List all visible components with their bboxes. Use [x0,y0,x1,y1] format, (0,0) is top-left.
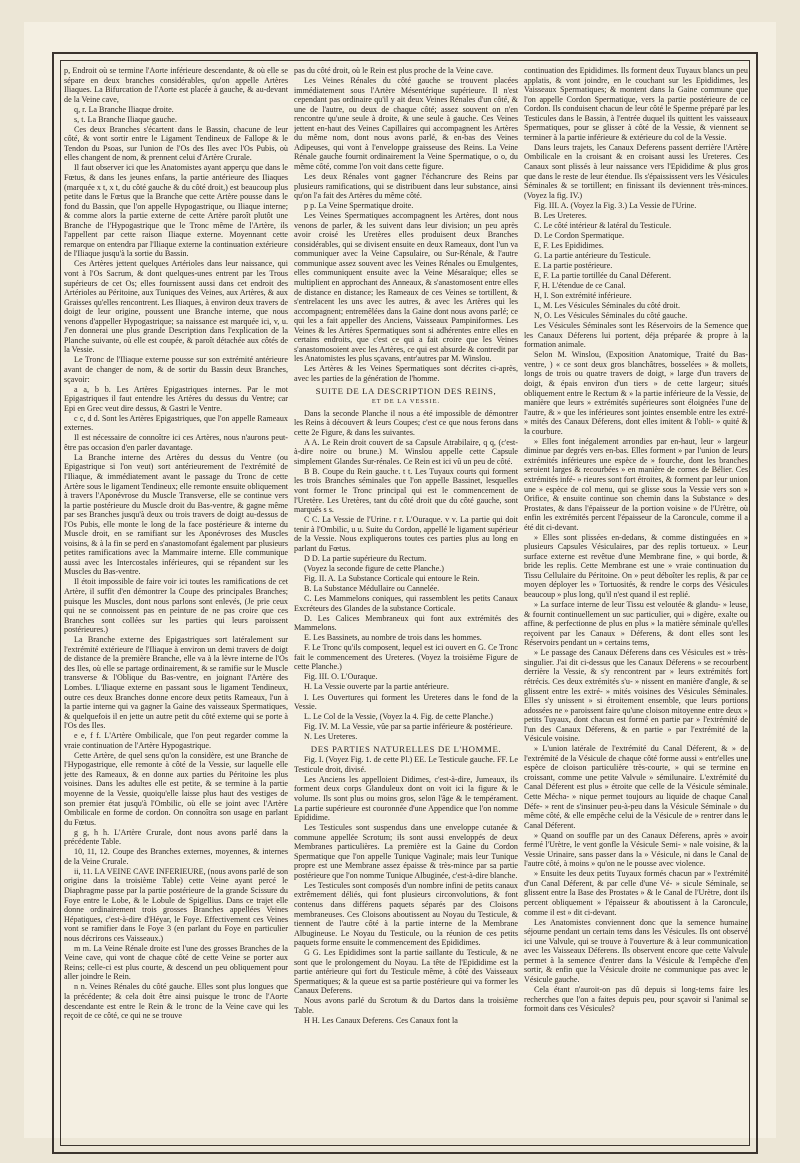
paragraph: Ces deux Branches s'écartent dans le Bassin, chacune de leur côté, & vont sortir entre le Ligament Tendineux de Fallope & le Tendon du Psoas, sur l'union de l'Os des Iles avec l'Os Pubis, où elles changent de nom, & prennent celui d'Artère Crurale. [64,124,288,163]
paragraph: Dans la seconde Planche il nous a été impossible de démontrer les Reins à découvert & leurs Coupes; c'est ce que nous ferons dans cette 2e Figure, & dans les suivantes. [294,408,518,437]
paragraph: H H. Les Canaux Deferens. Ces Canaux font la [304,1016,458,1026]
figure-legend-item: E, F. La partie tortillée du Canal Déferent. [534,270,671,280]
section-subheading: ET DE LA VESSIE. [371,398,441,406]
paragraph: Ces Artères jettent quelques Artérioles dans leur naissance, qui vont à l'Os Sacrum, & dont quelques-unes entrent par les Trous supérieurs de cet Os; elles fournissent aussi dans cet endroit des Artérioles au Péritoine, aux Tuniques des Veines, aux Artères, & aux Graisses qu'elles rencontrent. Les Iliaques, à environ deux travers de doigt de leur origine, poussent une Branche interne, que nous venons d'appeller Hypogastrique; sa naissance est marquée ici, v, u. J'en donnerai une plus grande Description dans l'explication de la Planche suivante, où elle est coupée, & paroît détachée aux côtés de la Vessie. [64,259,288,355]
column-middle [294,66,518,1142]
paragraph: ii, 11. LA VEINE CAVE INFERIEURE, (nous avons parlé de son origine dans la troisième Table) cette Veine ayant percé le Diaphragme passe par la partie postérieure de la grande Scissure du Foye entre le Lobe, & le Lobule de Spigellius. Dans ce trajet elle donne ordinairement trois grosses Branches appellées Veines Hépatiques, c'est-à-dire d'Héyar, le Foye. Effectivement ces Veines vont se ramifier dans le Foye 3 (en parlant du Foye en particulier nous décrirons ces Vaisseaux.) [64,866,288,943]
paragraph: La Branche interne des Artères du dessus du Ventre (ou Epigastrique si l'on veut) sort antérieurement de l'extrémité de l'Iliaque, & immédiatement avant le passage du Tronc de cette Artère sous le ligament Tendineux; elle remonte ensuite obliquement à travers l'Aponévrose du Muscle Transverse, elle se continue vers la partie postérieure du Muscle droit du Bas-ventre, & gagne même par ses Branches jusqu'à deux ou trois travers de doigt au-dessus de l'Os Pubis, elle monte le long de la face postérieure & interne du Muscle droit, en se ramifiant sur les Aponévroses des Muscles voisins, & à la fin se perd en s'anastomofant également par plusieurs petites ramifications avec la Mammaire interne. Elle communique aussi avec les Intercostales inférieures, qui se répandent sur les Muscles du Bas-ventre. [64,452,288,577]
paragraph: » Elles sont plissées en-dedans, & comme distinguées en » plusieurs Capsules Vésiculaires, par des replis tortueux. » Leur surface externe est revêtue d'une Membrane fine, » qui borde, & bride les replis. Cette Membrane est une » vraie continuation du Tissu Cellulaire du Péritoine. On » peut déboîter les replis, & par ce moyen déployer les » Tortuosités, & rendre le corps des Vésicules beaucoup » plus long, qu'il n'est quand il est replié. [524,532,748,600]
paragraph: g g, h h. L'Artère Crurale, dont nous avons parlé dans la précédente Table. [64,827,288,847]
figure-legend-item: H. La Vessie ouverte par la partie antérieure. [304,682,449,692]
figure-legend-item: F. Le Tronc qu'ils composent, lequel est ici ouvert en G. Ce Tronc fait le commencement des Ureteres. (Voyez la troisième Figure de cette Planche.) [294,643,518,672]
figure-legend-item: E. Les Bassinets, au nombre de trois dans les hommes. [304,633,482,643]
figure-legend-item: Fig. IV. M. La Vessie, vûe par sa partie inférieure & postérieure. [304,722,513,732]
paragraph: p p. La Veine Spermatique droite. [304,201,414,211]
paragraph: e e, f f. L'Artère Ombilicale, que l'on peut regarder comme la vraie continuation de l'Artère Hypogastrique. [64,731,288,750]
paragraph: G G. Les Epididimes sont la partie saillante du Testicule, & ne sont que le prolongement du Noyau. La tête de l'Epididime est la partie antérieure qui fort du Testicule même, à côté des Vaisseaux Spermatiques; & la queue est sa partie postérieure qui va former les Canaux Deferens. [294,948,518,996]
paragraph: La Branche externe des Epigastriques sort latéralement sur l'extrémité extérieure de l'Iliaque à environ un demi travers de doigt de distance de la première Branche, elle va à la lèvre interne de l'Os des Iles, où elle se partage ordinairement, & se ramifie sur le Muscle transverse & l'Oblique du Bas-ventre, en joignant l'Artère des Lombes. L'Iliaque externe en passant sous le ligament Tendineux, outre ces deux Branches donne encore deux petits Rameaux, l'un à la partie interne qui va gagner la Gaine des vaisseaux Spermatiques, & quelquefois il en jette un autre petit du côté externe qui se porte à l'Os des Iles. [64,635,288,731]
column-right [524,66,748,1142]
paragraph: » Ensuite les deux petits Tuyaux formés chacun par » l'extrémité d'un Canal Déferent, & par celle d'une Vé- » sicule Séminale, se glissent entre la Base des Prostates » & le Canal de l'Urètre, dont ils percent obliquement » l'épaisseur & aboutissent à la Caroncule, comme il est » dit ci-devant. [524,869,748,917]
paragraph: s, t. La Branche Iliaque gauche. [74,114,177,124]
paragraph: q, r. La Branche Iliaque droite. [74,104,174,114]
paragraph: Les Testicules sont composés d'un nombre infini de petits canaux extrêmement déliés, qui font plusieurs circonvolutions, & font contenus dans différens paquets séparés par des Cloisons membraneuses. Ces Cloisons aboutissent au Noyau du Testicule, & tiennent de l'autre côté à la partie interne de la Membrane Albugineuse. Le Noyau du Testicule, ou la réunion de ces petits paquets forme ensuite le commencement des Epididimes. [294,880,518,948]
paragraph: Fig. I. (Voyez Fig. 1. de cette Pl.) EE. Le Testicule gauche. FF. Le Testicule droit, divisé. [294,755,518,774]
figure-legend-item: D. Le Cordon Spermatique. [534,230,625,240]
paragraph: Les Testicules sont suspendus dans une enveloppe cutanée & commune appellée Scrotum; ils sont aussi enveloppés de deux Membranes particulières. La première est la Gaine du Cordon Spermatique que l'on appelle Tunique Vaginale; mais leur Tunique propre est une Membrane assez épaisse & très-mince par sa partie postérieure que l'on nomme Tunique Albuginée, c'est-à-dire blanche. [294,823,518,880]
figure-legend-item: L, M. Les Vésicules Séminales du côté droit. [534,301,681,311]
paragraph: Les Anatomistes conviennent donc que la semence humaine séjourne pendant un certain tems dans les Vésicules. Ils ont observé ici une Valvule, qui se trouve à l'ouverture & à leur communication avec les Vaisseaux Déferens. Ils observent encore que cette Valvule permet à la semence d'entrer dans la Vésicule & l'empêche d'en sortir, & enfin que la Vésicule droite ne communique pas avec le Vésicule gauche. [524,917,748,984]
paragraph: » Elles font inégalement arrondies par en-haut, leur » largeur diminue par degrés vers en-bas. Elles forment » par l'union de leurs extrémités inférieures une espèce de » fourche, dont les branches seroient larges & recourbées » en manière de cornes de Bélier. Ces extrémités infé- » rieures sont fort étroites, & forment par leur union une » espèce de col menu, qui se glisse sous la Vessie vers son » Orifice, & ensuite continue son chemin dans la Substance » des Prostates, & dans l'épaisseur de la portion voisine » de l'Urètre, où enfin les extrémités percent l'épaisseur de la Caroncule, comme il a été dit ci-devant. [524,436,748,532]
paragraph: m m. La Veine Rénale droite est l'une des grosses Branches de la Veine cave, qui vont de chaque côté de cette Veine se porter aux Reins; celle-ci est plus courte, & descend un peu obliquement pour aller joindre le Rein. [64,943,288,982]
paragraph: Cette Artère, de quel sens qu'on la considère, est une Branche de l'Hypogastrique, elle remonte à côté de la Vessie, sur laquelle elle jette des Rameaux, & en donne aux parties du Péritoine les plus voisines. Dans les adultes elle est petite, & se termine à la partie moyenne de la Vessie, quoiqu'elle laisse plus haut des vestiges de son premier état jusqu'à l'Ombilic, où elle se joint avec l'Artère Ombilicale en forme de cordon. On connoîtra son usage en parlant du Fœtus. [64,750,288,827]
paragraph: 10, 11, 12. Coupe des Branches externes, moyennes, & internes de la Veine Crurale. [64,847,288,866]
paragraph: n n. Veines Rénales du côté gauche. Elles sont plus longues que la précédente; & cela doit être ainsi puisque le tronc de l'Aorte descendante est entre le Rein & le tronc de la Veine cave qui les reçoit de ce côté, ce qui ne se trouve [64,982,288,1021]
figure-legend-item: D. Les Calices Membraneux qui font aux extrémités des Mammelons. [294,613,518,633]
figure-legend-item: L. Le Col de la Vessie, (Voyez la 4. Fig. de cette Planche.) [304,712,494,722]
figure-legend-item: Fig. III. O. L'Ouraque. [304,672,378,682]
paragraph: a a, b b. Les Artères Epigastriques internes. Par le mot Epigastriques il faut entendre les Artères du dessus du Ventre; car Epi en Grec veut dire dessus, & Gastri le Ventre. [64,384,288,413]
paragraph: p, Endroit où se termine l'Aorte inférieure descendante, & où elle se sépare en deux branches considérables, qu'on appelle Artères Iliaques. La Bifurcation de l'Aorte est placée à gauche, & au-devant de la Veine cave, [64,66,288,104]
paragraph: » La surface interne de leur Tissu est veloutée & glandu- » leuse, & fournit continuellement un suc particulier, qui » digère, exalte ou affine, & perfectionne de plus en plus » la matière séminale qu'elles reçoivent par les Canaux » Déferens, & dont elles sont les Réservoirs pendant un » certains tems, [524,600,748,648]
paragraph: Les Veines Rénales du côté gauche se trouvent placées immédiatement sous l'Artère Mésentérique supérieure. Il n'est cependant pas ordinaire qu'il y ait deux Veines Rénales d'un côté, & une de l'autre, ou deux de chaque côté; assez souvent on n'en rencontre qu'une seule à droite, & une seule à gauche. Ces Veines jettent en-haut des Veines Capillaires qui accompagnent les Artères du même nom, dont nous avons parlé, & en-bas des Veines Adipeuses, qui vont à l'enveloppe graisseuse des Reins. La Veine Rénale gauche fournit ordinairement la Veine Spermatique, o o, du même côté, comme l'on voit dans cette figure. [294,76,518,171]
section-heading: DES PARTIES NATURELLES DE L'HOMME. [310,743,502,754]
figure-legend-item: Fig. III. A. (Voyez la Fig. 3.) La Vessie de l'Urine. [534,200,697,210]
paragraph: Les Vésicules Séminales sont les Réservoirs de la Semence que les Canaux Déferens lui portent, déja préparée & propre à la formation animale. [524,321,748,350]
figure-legend-item: C. Le côté intérieur & latéral du Testicule. [534,220,672,230]
figure-legend-item: B. La Substance Médullaire ou Cannelée. [304,583,440,593]
paragraph: Le Tronc de l'Iliaque externe pousse sur son extrémité antérieure avant de changer de nom, & de sortir du Bassin deux Branches, sçavoir: [64,355,288,384]
paragraph: Il est nécessaire de connoître ici ces Artères, nous n'aurons peut-être pas occasion d'en parler davantage. [64,433,288,452]
paragraph: Fig. II. A. La Substance Corticale qui entoure le Rein. [304,573,480,583]
paragraph: Les deux Rénales vont gagner l'échancrure des Reins par plusieurs ramifications, qui se distribuent dans leur substance, ainsi qu'on l'a fait des Artères du même côté. [294,172,518,201]
paragraph: continuation des Epididimes. Ils forment deux Tuyaux blancs un peu applatis, & vont joindre, en le couchant sur les Epididimes, les Vaisseaux Spermatiques; & montent dans la Gaine commune que l'on appelle Cordon Spermatique, vers la partie postérieure de ce Cordon. Ils conduisent chacun de leur côté le Sperme préparé par les Testicules dans le Bassin, à l'entrée duquel ils quittent les vaisseaux Spermatiques, pour se glisser à côté de la Vessie, & viennent se terminer à la partie inférieure & extérieure du col de la Vessie. [524,66,748,142]
paragraph: Les Artères & les Veines Spermatiques sont décrites ci-après, avec les parties de la génération de l'homme. [294,364,518,383]
paragraph: pas du côté droit, où le Rein est plus proche de la Veine cave. [294,66,494,75]
paragraph: Selon M. Winslou, (Exposition Anatomique, Traité du Bas-ventre, ) « ce sont deux gros blanchâtres, bosselées » & mollets, longs de trois ou quatre travers de doigt, » large d'un travers de doigt, & épais environ d'un tiers » de cette largeur; situés obliquement entre le Rectum & » la partie inférieure de la Vessie, de manière que leurs » extrémités supérieures sont éloignées l'une de l'autre, & » que les inférieures sont jointes ensemble entre les extré- » mités des Canaux Déferens, dont elles imitent & l'obli- » quité & la courbure. [524,350,748,436]
figure-legend-item: I. Les Ouvertures qui forment les Ureteres dans le fond de la Vessie. [294,692,518,712]
paragraph: Cela étant n'auroit-on pas dû depuis si long-tems faire les recherches que l'on a faites depuis peu, pour sçavoir si l'animal se formoit dans ces Vésicules? [524,984,748,1014]
paragraph: » Le passage des Canaux Déferens dans ces Vésicules est » très-singulier. J'ai dit ci-dessus que les Canaux Déferens » se recourbent derrière la Vessie, & s'y rencontrent par » leurs extrémités fort rétrécis. Ces deux extrémités s'u- » nissent en manière d'angle, & se glissent entre les extré- » mités voisines des Vésicules Séminales. Elles s'y unissent » si étroitement ensemble, que leurs portions adossées ne » paroissent faire qu'une cloison mitoyenne entre deux » petits Tuyaux, dont chacun est formé en partie par » l'extrémité de l'un des Canaux Déferens, & en partie » par l'extrémité de la Vésicule voisine. [524,648,748,744]
paragraph: C C. La Vessie de l'Urine. r r. L'Ouraque. v v. La partie qui doit tenir à l'Ombilic, u u. Suite du Cordon, appellé le ligament supérieur de la Vessie. Nous expliquerons toutes ces parties plus au long en parlant du Fœtus. [294,515,518,553]
paragraph: (Voyez la seconde figure de cette Planche.) [304,563,444,573]
paragraph: D D. La partie supérieure du Rectum. [304,553,427,563]
figure-legend-item: E, F. Les Epididimes. [534,240,604,250]
paragraph: Il étoit impossible de faire voir ici toutes les ramifications de cet Artère, il suffit d'en démontrer la Coupe des principales Branches; puisque les Muscles, dont nous parlons sont enlevés, (Je prie ceux qui ne se connoissent pas en peinture de ne pas croire que ces Branches sont collées sur les parties qui leurs paroissent postérieures.) [64,577,288,635]
paragraph: Il faut observer ici que les Anatomistes ayant apperçu que dans le Fœtus, & dans les jeunes enfans, la partie antérieure des Iliaques (marquée x t, x t, du côté gauche & du côté droit,) est beaucoup plus petite dans le Fœtus que la Branche que cette Artère pousse dans le fond du Bassin, que l'on appelle Hypogastrique, ou Iliaque interne; & comme alors la partie externe de cette Artère paroît plutôt une Branche de l'Hypogastrique que le Tronc même de l'Artère, ils l'appellent par cette raison Iliaque externe. Moyennant cette remarque on entendra par l'Iliaque externe la continuation extérieure de l'Iliaque jusqu'à la sortie du Bassin. [64,163,288,259]
paragraph: Nous avons parlé du Scrotum & du Dartos dans la troisième Table. [294,996,518,1015]
figure-legend-item: G. La partie antérieure du Testicule. [534,250,651,260]
column-left [64,66,288,1142]
text-columns [64,66,748,1142]
figure-legend-item: N. Les Ureteres. [304,732,358,742]
figure-legend-item: N, O. Les Vésicules Séminales du côté gauche. [534,311,688,321]
paragraph: Les Anciens les appelloient Didimes, c'est-à-dire, Jumeaux, ils forment deux corps Glanduleux dont on voit ici la figure & le volume. Ils sont plus ou moins gros, selon l'âge & le tempérament. La partie supérieure est couronnée d'une Appendice que l'on nomme Epididime. [294,774,518,823]
section-heading: SUITE DE LA DESCRIPTION DES REINS, [315,385,497,396]
paragraph: » Quand on souffle par un des Canaux Déferens, après » avoir fermé l'Urètre, le vent gonfle la Vésicule Semi- » nale voisine, & la Vessie Urinaire, sans passer dans la » Vésicule, ni dans le Canal de l'autre côté, à moins » qu'on ne le pousse avec violence. [524,830,748,869]
figure-legend-item: F, H. L'étendue de ce Canal. [534,281,626,291]
paragraph: Les Veines Spermatiques accompagnent les Artères, dont nous venons de parler, & les suivent dans leur division; un peu après avoir croisé les Uretères elles produisent deux Branches considérables, qui se divisent ensuite en deux Rameaux, dont l'un va communiquer avec la Veine Capsulaire, ou Sur-Rénale, & l'autre communique assez souvent avec les Veines Rénales ou Emulgentes, elles communiquent ensuite avec la Veine Mésaraïque; elles se multiplient en approchant des Anneaux, & s'anastomosent entre elles de distance en distance; les Rameaux de ces Veines se tortillent, & s'entrelacent les uns avec les autres, & avec les Artères qui les accompagnent; entremêlées dans la Gaine dont nous avons parlé; ce qui les a fait appeller des Anciens, Vaisseaux Pampiniformes. Les Veines & les Artères Spermatiques sont si adhérentes entre elles en certains endroits, que c'est ce qui a fait croire que les Veines s'anastomosoient avec les Artères, ce qui est absurde & contredit par les Anatomistes les plus sçavans, entr'autres par M. Winslou. [294,211,518,364]
figure-legend-item: B. Les Ureteres. [534,210,587,220]
paragraph: A A. Le Rein droit couvert de sa Capsule Atrabilaire, q q, (c'est-à-dire noire ou brune.) M. Winslou appelle cette Capsule simplement Glandes Sur-rénales. Ce Rein est ici vû un peu de côté. [294,437,518,466]
figure-legend-item: H, I. Son extrémité inférieure. [534,291,632,301]
paragraph: Dans leurs trajets, les Canaux Deferens passent derrière l'Artère Ombilicale en la croisant & en croisant aussi les Ureteres. Ces Canaux sont plissés à leur naissance vers l'Epididime & plus gros que dans le reste de leur étendue. Ils s'épaississent vers les Vésicules Séminales & se tortillent; en finissant ils deviennent très-minces. (Voyez la fig. IV.) [524,142,748,200]
paragraph: » L'union latérale de l'extrémité du Canal Déferent, & » de l'extrémité de la Vésicule de chaque côté forme aussi » entr'elles une espèce de cloison particulière très-courte, » qui se termine en croissant, comme une petite Valvule » sémilunaire. L'extrémité du Canal Déferent est plus » étroite que celle de la Vésicule séminale. Cette Mécha- » nique permet toujours au liquide de chaque Canal Défe- » rent de s'insinuer peu-à-peu dans la Vésicule Séminale » du même côté, & elle empêche celui de la Vésicule de » rentrer dans le Canal Déferent. [524,744,748,830]
figure-legend-item: E. La partie postérieure. [534,260,613,270]
paragraph: B B. Coupe du Rein gauche. t t. Les Tuyaux courts qui forment les trois Branches séminales que l'on appelle Bassinet, lesquelles vont former le Tronc principal qui est le commencement de l'Uretère. Les Uretères, tant du côté droit que du côté gauche, sont marqués s s. [294,466,518,515]
figure-legend-item: C. Les Mammelons coniques, qui rassemblent les petits Canaux Excréteurs des Glandes de la substance Corticale. [294,594,518,613]
paragraph: c c, d d. Sont les Artères Epigastriques, que l'on appelle Rameaux externes. [64,413,288,433]
